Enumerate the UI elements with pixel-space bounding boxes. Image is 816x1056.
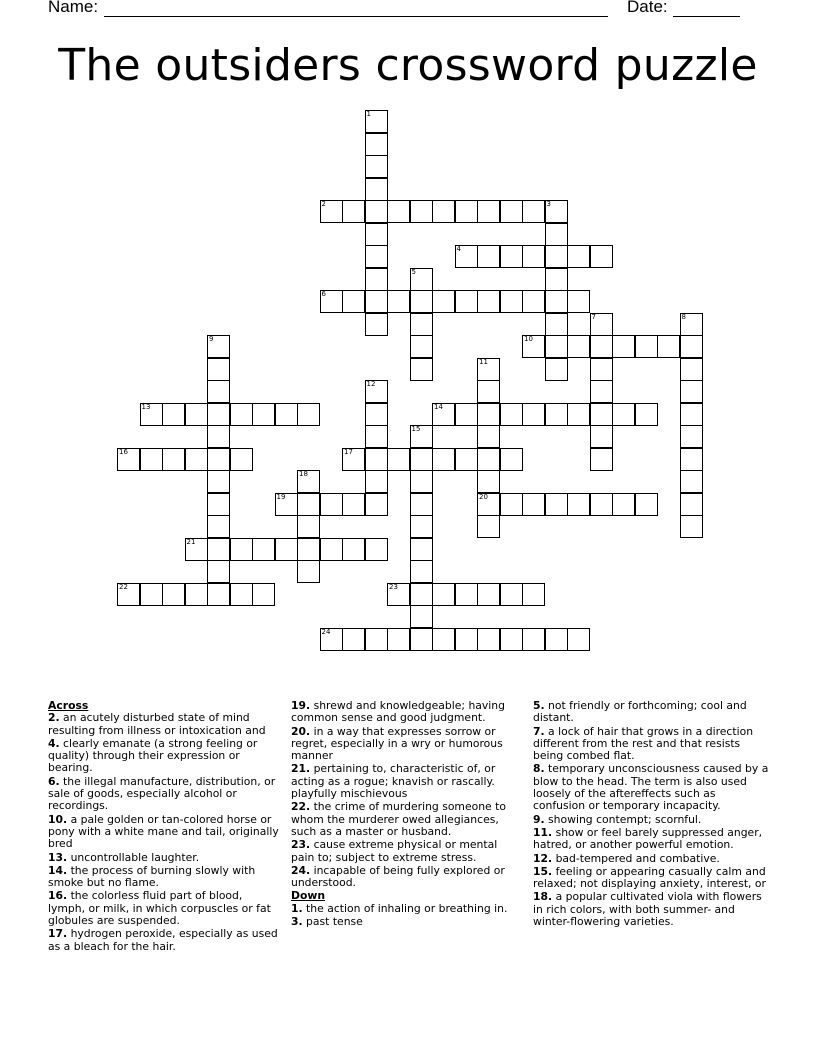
grid-cell[interactable] [455,583,478,606]
grid-cell[interactable] [365,403,388,426]
grid-cell[interactable] [162,583,185,606]
grid-cell[interactable] [140,583,163,606]
grid-cell[interactable] [500,290,523,313]
clue-number: 9 [209,335,214,343]
clue-number: 15 [411,425,421,433]
grid-cell[interactable] [500,583,523,606]
grid-cell[interactable] [432,583,455,606]
grid-cell[interactable] [365,380,388,403]
grid-cell[interactable] [162,403,185,426]
grid-cell[interactable] [140,448,163,471]
grid-cell[interactable] [410,493,433,516]
grid-cell[interactable] [387,448,410,471]
down-clue [291,903,521,915]
grid-cell[interactable] [410,200,433,223]
down-clue [533,700,769,725]
grid-cell[interactable] [432,403,455,426]
clue-number: 22 [119,582,128,591]
grid-cell[interactable] [545,290,568,313]
clue-text: the action of inhaling or breathing in. [302,901,508,915]
grid-cell[interactable] [365,110,388,133]
grid-cell[interactable] [545,245,568,268]
grid-cell[interactable] [680,493,703,516]
grid-cell[interactable] [522,200,545,223]
grid-cell[interactable] [252,583,275,606]
clue-text: clearly emanate (a strong feeling or quality) through their expression or bearing. [48,736,258,775]
grid-cell[interactable] [297,403,320,426]
clue-number-label: 15. [533,864,553,878]
grid-cell[interactable] [545,313,568,336]
grid-cell[interactable] [455,628,478,651]
down-clue [533,814,769,826]
across-clue [48,928,280,953]
clue-number: 23 [389,582,398,591]
clue-number-label: 24. [291,863,311,877]
grid-cell[interactable] [432,290,455,313]
grid-cell[interactable] [567,628,590,651]
clues-column-2 [291,700,521,929]
clue-text: bad-tempered and combative. [552,851,720,865]
grid-cell[interactable] [387,628,410,651]
grid-cell[interactable] [207,358,230,381]
grid-cell[interactable] [365,628,388,651]
grid-cell[interactable] [140,403,163,426]
down-clue [533,891,769,928]
clue-text: hydrogen peroxide, especially as used as a bleach for the hair. [48,927,278,953]
grid-cell[interactable] [477,515,500,538]
grid-cell[interactable] [342,628,365,651]
grid-cell[interactable] [297,470,320,493]
grid-cell[interactable] [365,290,388,313]
clue-text: a lock of hair that grows in a direction different from the rest and that resists being combed flat. [533,724,754,763]
clue-text: the crime of murdering someone to whom the murderer owed allegiances, such as a master or husband. [291,800,506,838]
grid-cell[interactable] [680,313,703,336]
grid-cell[interactable] [117,448,140,471]
clue-number: 5 [411,267,416,276]
clue-text: the illegal manufacture, distribution, or sale of goods, especially alcohol or recordings. [48,774,276,813]
grid-cell[interactable] [320,538,343,561]
across-clue [48,890,280,927]
clue-text: show or feel barely suppressed anger, hatred, or another powerful emotion. [533,825,763,852]
grid-cell[interactable] [545,200,568,223]
grid-cell[interactable] [500,200,523,223]
grid-cell[interactable] [500,493,523,516]
grid-cell[interactable] [207,448,230,471]
across-clue [291,865,521,890]
grid-cell[interactable] [185,448,208,471]
clue-number-label: 23. [291,838,311,852]
grid-cell[interactable] [410,313,433,336]
clue-text: temporary unconsciousness caused by a blow to the head. The term is also used loosely of the aftereffects such as confusion or temporary incapacity. [533,762,769,813]
grid-cell[interactable] [680,515,703,538]
grid-cell[interactable] [297,515,320,538]
clue-number-label: 21. [291,762,311,776]
grid-cell[interactable] [207,470,230,493]
grid-cell[interactable] [230,583,253,606]
grid-cell[interactable] [410,515,433,538]
grid-cell[interactable] [365,313,388,336]
grid-cell[interactable] [477,245,500,268]
grid-cell[interactable] [410,583,433,606]
down-clue-list [291,903,521,929]
grid-cell[interactable] [522,290,545,313]
clue-text: a pale golden or tan-colored horse or pony with a white mane and tail, originally bred [48,812,279,851]
grid-cell[interactable] [230,538,253,561]
clue-number-label: 22. [291,800,311,814]
grid-cell[interactable] [590,403,613,426]
grid-cell[interactable] [207,493,230,516]
grid-cell[interactable] [387,290,410,313]
grid-cell[interactable] [680,335,703,358]
down-clue [291,916,521,928]
clue-number-label: 3. [291,915,303,929]
grid-cell[interactable] [612,403,635,426]
clue-number: 19 [276,492,286,501]
clue-text: cause extreme physical or mental pain to; subject to extreme stress. [291,838,498,864]
grid-cell[interactable] [455,245,478,268]
clues-column-1 [48,700,280,954]
clue-text: not friendly or forthcoming; cool and distant. [533,699,747,725]
grid-cell[interactable] [207,403,230,426]
grid-cell[interactable] [410,538,433,561]
grid-cell[interactable] [162,448,185,471]
grid-cell[interactable] [455,200,478,223]
grid-cell[interactable] [342,493,365,516]
grid-cell[interactable] [590,380,613,403]
grid-cell[interactable] [365,425,388,448]
clue-number-label: 11. [533,825,553,839]
grid-cell[interactable] [297,538,320,561]
clue-text: feeling or appearing casually calm and relaxed; not displaying anxiety, interest, or [533,864,766,891]
clue-text: showing contempt; scornful. [544,812,702,826]
grid-cell[interactable] [657,335,680,358]
grid-cell[interactable] [477,470,500,493]
grid-cell[interactable] [320,200,343,223]
grid-cell[interactable] [365,245,388,268]
grid-cell[interactable] [410,560,433,583]
grid-cell[interactable] [477,425,500,448]
grid-cell[interactable] [680,470,703,493]
grid-cell[interactable] [477,493,500,516]
grid-cell[interactable] [207,425,230,448]
grid-cell[interactable] [365,178,388,201]
grid-cell[interactable] [252,403,275,426]
clue-number: 13 [141,402,151,411]
grid-cell[interactable] [275,493,298,516]
down-clue [533,763,769,812]
grid-cell[interactable] [275,403,298,426]
grid-cell[interactable] [567,403,590,426]
grid-cell[interactable] [500,245,523,268]
grid-cell[interactable] [365,200,388,223]
grid-cell[interactable] [635,493,658,516]
across-clue [48,814,280,851]
grid-cell[interactable] [545,268,568,291]
grid-cell[interactable] [477,403,500,426]
across-clue [291,839,521,864]
grid-cell[interactable] [410,425,433,448]
grid-cell[interactable] [410,290,433,313]
grid-cell[interactable] [522,628,545,651]
grid-cell[interactable] [477,200,500,223]
clue-number-label: 17. [48,927,68,941]
grid-cell[interactable] [320,628,343,651]
grid-cell[interactable] [365,133,388,156]
clue-text: in a way that expresses sorrow or regret, especially in a wry or humorous manner [291,724,503,763]
grid-cell[interactable] [185,583,208,606]
clue-number: 8 [681,312,686,321]
clue-number-label: 7. [533,724,545,738]
grid-cell[interactable] [590,313,613,336]
across-clue [48,865,280,890]
grid-cell[interactable] [567,335,590,358]
grid-cell[interactable] [522,493,545,516]
clue-number-label: 1. [291,901,303,915]
grid-cell[interactable] [230,448,253,471]
grid-cell[interactable] [680,425,703,448]
grid-cell[interactable] [117,583,140,606]
clue-number: 6 [321,290,326,298]
puzzle-title: The outsiders crossword puzzle [58,40,758,91]
clue-text: the process of burning slowly with smoke but no flame. [48,863,256,890]
across-clue [291,801,521,838]
grid-cell[interactable] [297,560,320,583]
grid-cell[interactable] [455,403,478,426]
across-clue [48,712,280,737]
grid-cell[interactable] [387,583,410,606]
grid-cell[interactable] [545,493,568,516]
grid-cell[interactable] [185,403,208,426]
across-clue [291,700,521,725]
grid-cell[interactable] [410,448,433,471]
across-clue [48,776,280,813]
grid-cell[interactable] [545,628,568,651]
grid-cell[interactable] [207,538,230,561]
grid-cell[interactable] [252,538,275,561]
clue-number-label: 6. [48,774,60,788]
grid-cell[interactable] [320,493,343,516]
across-clue [48,852,280,864]
clue-number-label: 9. [533,812,545,826]
grid-cell[interactable] [567,245,590,268]
clue-text: shrewd and knowledgeable; having common sense and good judgment. [291,699,505,725]
grid-cell[interactable] [590,425,613,448]
down-clue [533,726,769,763]
grid-cell[interactable] [635,335,658,358]
grid-cell[interactable] [477,358,500,381]
grid-cell[interactable] [477,380,500,403]
clue-text: pertaining to, characteristic of, or acting as a rogue; knavish or rascally. playfully mischievous [291,762,496,801]
grid-cell[interactable] [590,245,613,268]
grid-cell[interactable] [545,223,568,246]
clue-number: 16 [119,447,128,456]
across-clue-list-continued [291,700,521,889]
grid-cell[interactable] [207,583,230,606]
grid-cell[interactable] [612,335,635,358]
grid-cell[interactable] [680,403,703,426]
grid-cell[interactable] [365,268,388,291]
grid-cell[interactable] [432,448,455,471]
across-clue [291,763,521,800]
clue-number: 12 [366,380,376,388]
grid-cell[interactable] [387,200,410,223]
grid-cell[interactable] [275,538,298,561]
grid-cell[interactable] [477,290,500,313]
down-clue [533,827,769,852]
grid-cell[interactable] [635,403,658,426]
clue-number: 17 [344,447,353,456]
across-clue-list [48,712,280,953]
clue-number: 7 [591,312,596,321]
grid-cell[interactable] [590,335,613,358]
clue-number: 20 [479,492,488,501]
grid-cell[interactable] [297,493,320,516]
grid-cell[interactable] [545,358,568,381]
grid-cell[interactable] [545,335,568,358]
grid-cell[interactable] [410,358,433,381]
clue-number-label: 18. [533,890,553,904]
down-clue-list-continued [533,700,769,928]
clue-number-label: 20. [291,724,311,738]
grid-cell[interactable] [207,335,230,358]
clue-number-label: 2. [48,711,60,725]
grid-cell[interactable] [365,470,388,493]
grid-cell[interactable] [522,583,545,606]
grid-cell[interactable] [500,448,523,471]
grid-cell[interactable] [680,380,703,403]
grid-cell[interactable] [500,403,523,426]
clues-column-3 [533,700,769,929]
clue-number-label: 5. [533,699,545,712]
clue-number: 4 [456,245,461,253]
down-clue [533,866,769,891]
grid-cell[interactable] [590,358,613,381]
clue-text: the colorless fluid part of blood, lymph, or milk, in which corpuscles or fat globules are suspended. [48,889,271,928]
clue-text: past tense [302,915,363,929]
grid-cell[interactable] [207,380,230,403]
grid-cell[interactable] [567,493,590,516]
grid-cell[interactable] [455,448,478,471]
grid-cell[interactable] [477,583,500,606]
grid-cell[interactable] [432,200,455,223]
down-clue [533,853,769,865]
grid-cell[interactable] [477,628,500,651]
grid-cell[interactable] [207,560,230,583]
name-label: Name: [48,0,99,16]
clue-number-label: 19. [291,699,311,712]
across-clue [291,726,521,763]
clue-number: 3 [546,200,551,208]
grid-cell[interactable] [410,605,433,628]
clue-number-label: 13. [48,850,68,864]
clue-number: 21 [186,537,196,546]
grid-cell[interactable] [500,628,523,651]
grid-cell[interactable] [545,403,568,426]
grid-cell[interactable] [342,290,365,313]
clue-number: 18 [299,470,308,478]
across-heading: Across [48,699,89,712]
grid-cell[interactable] [612,493,635,516]
clue-number-label: 10. [48,812,68,826]
grid-cell[interactable] [680,358,703,381]
grid-cell[interactable] [365,223,388,246]
grid-cell[interactable] [365,155,388,178]
clue-number-label: 8. [533,762,545,776]
grid-cell[interactable] [590,448,613,471]
clue-text: an acutely disturbed state of mind resulting from illness or intoxication and [48,711,266,737]
down-heading: Down [291,889,326,903]
grid-cell[interactable] [410,268,433,291]
clue-number: 10 [524,335,533,343]
grid-cell[interactable] [230,403,253,426]
grid-cell[interactable] [522,335,545,358]
grid-cell[interactable] [410,628,433,651]
clue-number-label: 4. [48,736,60,750]
clue-number: 2 [321,200,326,208]
grid-cell[interactable] [342,448,365,471]
grid-cell[interactable] [410,335,433,358]
clue-number: 1 [366,110,371,118]
grid-cell[interactable] [342,200,365,223]
clue-text: a popular cultivated viola with flowers in rich colors, with both summer- and winter-flowering varieties. [533,890,762,929]
grid-cell[interactable] [365,538,388,561]
grid-cell[interactable] [410,470,433,493]
grid-cell[interactable] [680,448,703,471]
date-label: Date: [627,0,668,16]
grid-cell[interactable] [365,493,388,516]
grid-cell[interactable] [567,290,590,313]
grid-cell[interactable] [342,538,365,561]
grid-cell[interactable] [590,493,613,516]
clue-number-label: 12. [533,851,553,865]
grid-cell[interactable] [207,515,230,538]
grid-cell[interactable] [432,628,455,651]
clue-number: 14 [434,402,443,411]
grid-cell[interactable] [320,290,343,313]
clue-number-label: 16. [48,889,68,903]
clue-text: incapable of being fully explored or understood. [291,863,505,890]
grid-cell[interactable] [477,448,500,471]
across-clue [48,738,280,775]
clue-number: 11 [479,357,488,366]
grid-cell[interactable] [455,290,478,313]
grid-cell[interactable] [522,403,545,426]
grid-cell[interactable] [185,538,208,561]
clue-number: 24 [321,627,331,636]
grid-cell[interactable] [522,245,545,268]
clue-number-label: 14. [48,863,68,877]
grid-cell[interactable] [365,448,388,471]
clue-text: uncontrollable laughter. [67,850,200,864]
